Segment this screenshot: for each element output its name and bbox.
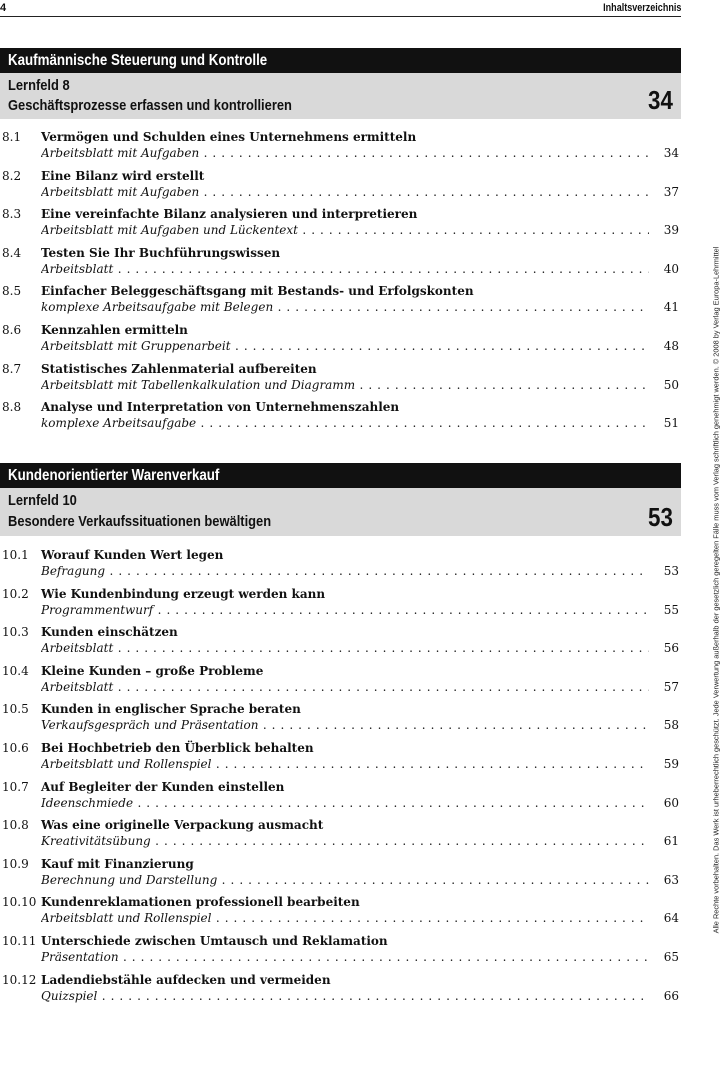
entry-title: Kauf mit Finanzierung — [41, 856, 194, 871]
entry-subtitle: Präsentation . . . — [41, 950, 649, 965]
entry-title: Wie Kundenbindung erzeugt werden kann — [41, 586, 326, 601]
toc-entry — [0, 741, 681, 780]
toc-entry — [0, 973, 681, 1012]
entry-number: 10.6 — [2, 740, 29, 755]
page-number: 4 — [0, 2, 7, 14]
toc-entry — [0, 169, 681, 208]
entry-subline — [41, 718, 681, 733]
entry-number: 8.1 — [2, 130, 22, 144]
entry-title: Eine vereinfachte Bilanz analysieren und interpretieren — [41, 207, 418, 222]
entry-page-number: 56 — [663, 641, 679, 656]
entry-subtitle: komplexe Arbeitsaufgabe mit Belegen . . . — [41, 300, 649, 315]
entry-subtitle: Arbeitsblatt mit Tabellenkalkulation und Diagramm . . . — [41, 378, 649, 393]
entry-title: Kleine Kunden – große Probleme — [41, 663, 264, 678]
toc-entry — [0, 895, 681, 934]
entry-number: 8.8 — [2, 400, 22, 415]
entry-number: 10.9 — [2, 856, 29, 871]
entry-number: 10.4 — [2, 663, 29, 678]
entry-subtitle: Berechnung und Darstellung . . . — [41, 873, 649, 888]
entry-page-number: 58 — [663, 718, 679, 733]
entry-title: Worauf Kunden Wert legen — [41, 548, 224, 562]
toc-entry — [0, 818, 681, 857]
toc-entry — [0, 780, 681, 819]
entry-subtitle: Programmentwurf . . . — [41, 603, 649, 618]
entry-page-number: 55 — [663, 602, 679, 617]
entry-subline — [41, 416, 681, 431]
entry-subtitle: Ideenschmiede . . . — [41, 796, 649, 811]
toc-entry — [0, 625, 681, 664]
toc-entry — [0, 207, 681, 246]
entry-title: Kennzahlen ermitteln — [41, 322, 188, 337]
entry-subline — [41, 339, 681, 354]
entry-title: Kundenreklamationen professionell bearbeiten — [41, 895, 360, 910]
toc-entry — [0, 934, 681, 973]
entry-subline — [41, 300, 681, 315]
toc-entry — [0, 548, 681, 587]
entry-number: 10.10 — [2, 895, 37, 910]
entry-title: Auf Begleiter der Kunden einstellen — [41, 779, 285, 794]
entry-subline — [41, 989, 681, 1004]
toc-entry — [0, 400, 681, 439]
entry-subline — [41, 146, 681, 161]
entry-subtitle: komplexe Arbeitsaufgabe . . . — [41, 416, 649, 431]
entry-subline — [41, 834, 681, 849]
entry-subline — [41, 564, 681, 579]
toc-entry — [0, 362, 681, 401]
section-heading: Kaufmännische Steuerung und Kontrolle — [8, 52, 268, 69]
entry-subtitle: Arbeitsblatt mit Aufgaben . . . — [41, 185, 649, 200]
entry-number: 8.4 — [2, 245, 22, 260]
section-lernfeld-10 — [0, 463, 681, 536]
entry-number: 10.11 — [2, 933, 37, 948]
entry-subtitle: Kreativitätsübung . . . — [41, 834, 649, 849]
entry-title: Ladendiebstähle aufdecken und vermeiden — [41, 972, 331, 987]
entry-number: 8.6 — [2, 322, 22, 337]
entry-subline — [41, 223, 681, 238]
entry-page-number: 66 — [663, 988, 679, 1003]
entry-subtitle: Arbeitsblatt mit Gruppenarbeit . . . — [41, 339, 649, 354]
entry-page-number: 37 — [663, 184, 679, 199]
entry-subtitle: Arbeitsblatt und Rollenspiel . . . — [41, 757, 649, 772]
entry-number: 8.7 — [2, 361, 22, 376]
entry-subline — [41, 262, 681, 277]
entry-page-number: 59 — [663, 756, 679, 771]
section-heading: Kundenorientierter Warenverkauf — [8, 467, 220, 484]
entry-number: 8.3 — [2, 207, 22, 222]
entry-page-number: 57 — [663, 679, 679, 694]
entry-number: 10.7 — [2, 779, 29, 794]
entry-number: 8.2 — [2, 168, 22, 183]
toc-entry — [0, 664, 681, 703]
running-title: Inhaltsverzeichnis — [602, 2, 681, 14]
toc-entry — [0, 284, 681, 323]
toc-entry — [0, 130, 681, 169]
entry-subtitle: Arbeitsblatt . . . — [41, 680, 649, 695]
entry-title: Vermögen und Schulden eines Unternehmens ermitteln — [41, 130, 417, 144]
entry-subtitle: Quizspiel . . . — [41, 989, 649, 1004]
lernfeld-title: Geschäftsprozesse erfassen und kontrollieren — [8, 97, 292, 114]
entry-subtitle: Arbeitsblatt mit Aufgaben . . . — [41, 146, 649, 161]
toc-entry — [0, 246, 681, 285]
entry-page-number: 41 — [663, 300, 679, 315]
entry-subline — [41, 641, 681, 656]
entry-number: 10.12 — [2, 972, 37, 987]
lernfeld-start-page: 53 — [648, 502, 673, 532]
entry-title: Testen Sie Ihr Buchführungswissen — [41, 245, 281, 260]
entry-title: Einfacher Beleggeschäftsgang mit Bestands- und Erfolgskonten — [41, 284, 474, 299]
entry-title: Analyse und Interpretation von Unternehmenszahlen — [41, 400, 400, 415]
entry-number: 10.3 — [2, 625, 29, 640]
page-header — [0, 0, 681, 17]
lernfeld-box — [0, 488, 681, 536]
entry-subtitle: Befragung . . . — [41, 564, 649, 579]
entry-number: 10.8 — [2, 818, 29, 833]
entry-number: 10.5 — [2, 702, 29, 717]
entry-page-number: 63 — [663, 872, 679, 887]
entry-number: 10.1 — [2, 548, 29, 562]
toc-list-lernfeld-8 — [0, 130, 681, 439]
entry-subline — [41, 680, 681, 695]
entry-page-number: 34 — [663, 146, 679, 160]
lernfeld-label: Lernfeld 10 — [8, 492, 77, 509]
entry-title: Unterschiede zwischen Umtausch und Reklamation — [41, 933, 388, 948]
entry-page-number: 64 — [663, 911, 679, 926]
entry-title: Kunden in englischer Sprache beraten — [41, 702, 301, 717]
section-heading-bar — [0, 463, 681, 488]
entry-number: 8.5 — [2, 284, 22, 299]
entry-title: Was eine originelle Verpackung ausmacht — [41, 818, 324, 833]
entry-title: Eine Bilanz wird erstellt — [41, 168, 205, 183]
entry-subline — [41, 873, 681, 888]
entry-subline — [41, 378, 681, 393]
entry-page-number: 53 — [663, 564, 679, 578]
entry-subline — [41, 603, 681, 618]
entry-subtitle: Arbeitsblatt . . . — [41, 262, 649, 277]
section-lernfeld-8 — [0, 48, 681, 119]
lernfeld-box — [0, 73, 681, 119]
entry-subtitle: Arbeitsblatt mit Aufgaben und Lückentext . . . — [41, 223, 649, 238]
entry-subline — [41, 950, 681, 965]
entry-page-number: 48 — [663, 338, 679, 353]
entry-title: Statistisches Zahlenmaterial aufbereiten — [41, 361, 317, 376]
entry-page-number: 60 — [663, 795, 679, 810]
toc-entry — [0, 857, 681, 896]
entry-page-number: 65 — [663, 949, 679, 964]
entry-subtitle: Verkaufsgespräch und Präsentation . . . — [41, 718, 649, 733]
section-heading-bar — [0, 48, 681, 73]
entry-subline — [41, 185, 681, 200]
entry-title: Bei Hochbetrieb den Überblick behalten — [41, 740, 314, 755]
entry-subtitle: Arbeitsblatt . . . — [41, 641, 649, 656]
entry-page-number: 50 — [663, 377, 679, 392]
toc-entry — [0, 323, 681, 362]
entry-page-number: 51 — [663, 416, 679, 431]
entry-page-number: 40 — [663, 261, 679, 276]
entry-subline — [41, 796, 681, 811]
entry-subtitle: Arbeitsblatt und Rollenspiel . . . — [41, 911, 649, 926]
entry-subline — [41, 911, 681, 926]
entry-number: 10.2 — [2, 586, 29, 601]
lernfeld-title: Besondere Verkaufssituationen bewältigen — [8, 513, 272, 530]
entry-subline — [41, 757, 681, 772]
entry-title: Kunden einschätzen — [41, 625, 178, 640]
toc-list-lernfeld-10 — [0, 548, 681, 1011]
entry-page-number: 39 — [663, 223, 679, 238]
lernfeld-label: Lernfeld 8 — [8, 77, 70, 94]
entry-page-number: 61 — [663, 834, 679, 849]
lernfeld-start-page: 34 — [648, 85, 673, 115]
toc-entry — [0, 587, 681, 626]
copyright-note: Alle Rechte vorbehalten. Das Werk ist urheberrechtlich geschützt. Jede Verwertung außerhalb der gesetzlich geregelten Fälle muss vom Verlag schriftlich genehmigt werden. © 2008 by Verlag Europa-Lehrmittel — [711, 246, 720, 934]
toc-entry — [0, 702, 681, 741]
